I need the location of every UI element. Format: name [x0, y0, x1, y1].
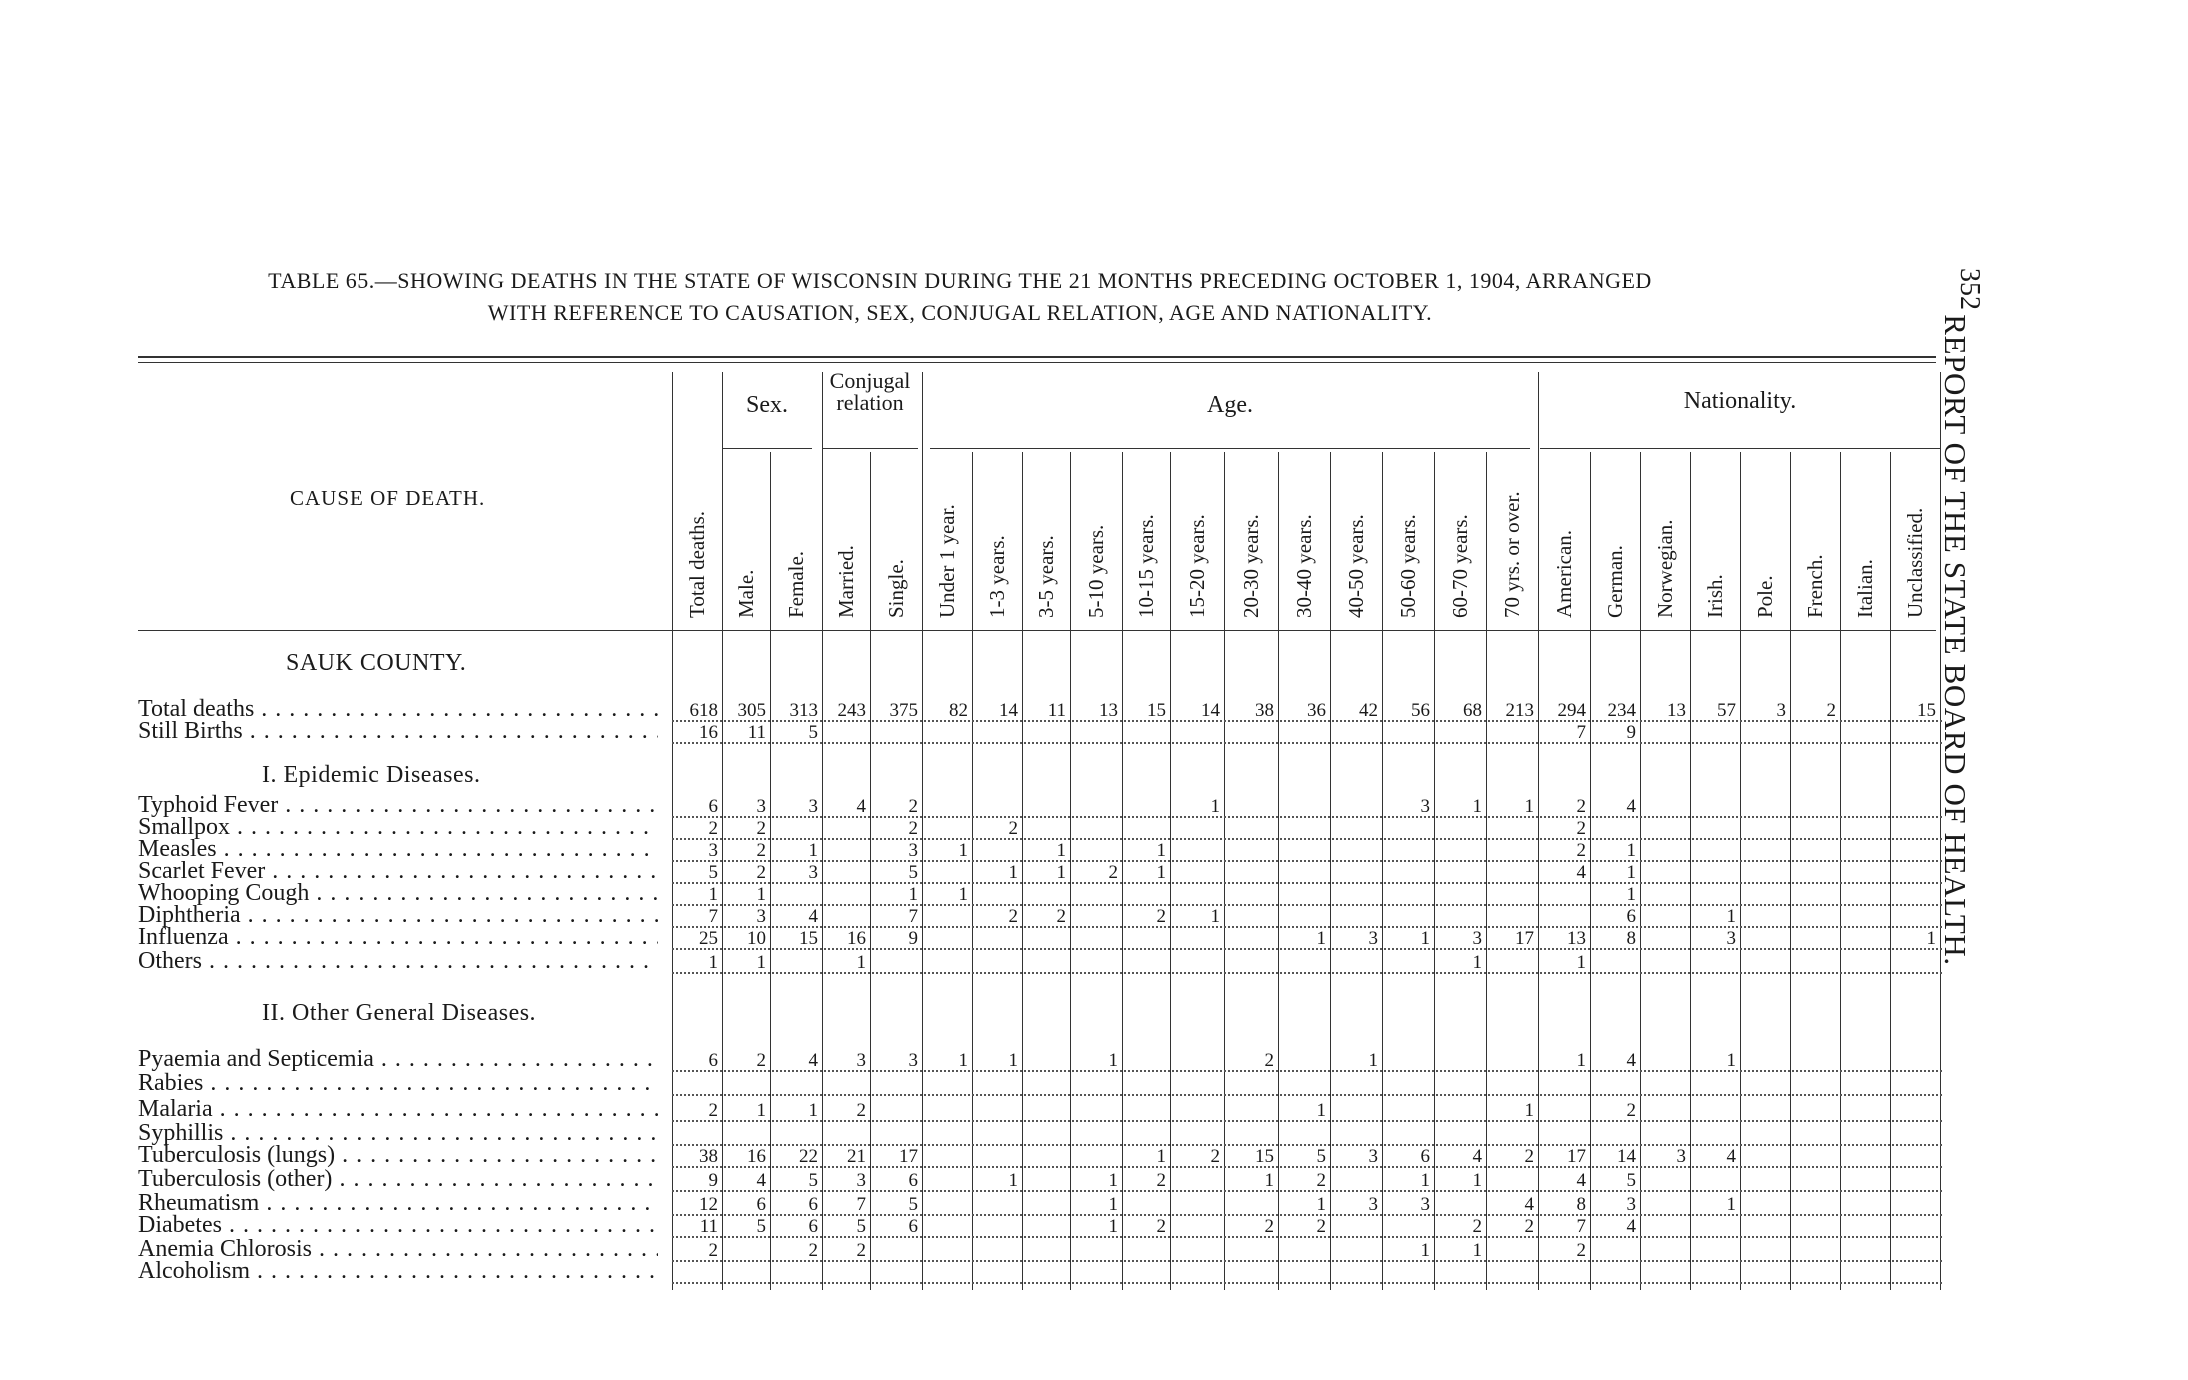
section-heading-other-general: II. Other General Diseases.	[262, 1000, 537, 1026]
table-cell: 3	[856, 1050, 866, 1071]
row-label: Scarlet Fever . . .	[138, 858, 658, 885]
table-cell: 3	[708, 840, 718, 861]
column-header: Unclassified.	[1903, 507, 1927, 618]
table-cell: 3	[1420, 1194, 1430, 1215]
row-label: Rabies . . .	[138, 1070, 658, 1097]
table-cell: 2	[756, 818, 766, 839]
column-header: Under 1 year.	[935, 504, 959, 618]
table-cell: 1	[1264, 1170, 1274, 1191]
table-cell: 4	[1626, 1216, 1636, 1237]
table-cell: 1	[958, 884, 968, 905]
column-rule	[1740, 452, 1741, 1290]
column-header: 20-30 years.	[1239, 514, 1263, 618]
table-cell: 4	[808, 906, 818, 927]
table-cell: 3	[908, 1050, 918, 1071]
group-rule	[722, 372, 723, 452]
table-cell: 2	[1576, 840, 1586, 861]
nationality-group-header: Nationality.	[1683, 388, 1797, 414]
group-rule	[922, 372, 923, 452]
group-rule	[822, 372, 823, 452]
table-cell: 9	[1626, 722, 1636, 743]
table-cell: 1	[1472, 796, 1482, 817]
table-cell: 2	[708, 1100, 718, 1121]
table-cell: 3	[1368, 1194, 1378, 1215]
row-label: Malaria . . .	[138, 1096, 658, 1123]
table-cell: 2	[1056, 906, 1066, 927]
table-cell: 1	[1420, 1170, 1430, 1191]
table-cell: 1	[756, 1100, 766, 1121]
table-cell: 12	[699, 1194, 718, 1215]
table-title-line-2: WITH REFERENCE TO CAUSATION, SEX, CONJUGAL RELATION, AGE AND NATIONALITY.	[487, 300, 1433, 325]
age-group-rule	[930, 448, 1530, 449]
table-cell: 7	[1576, 1216, 1586, 1237]
table-cell: 6	[756, 1194, 766, 1215]
table-cell: 1	[1156, 1146, 1166, 1167]
row-label: Diabetes . . .	[138, 1212, 658, 1239]
table-cell: 15	[1917, 700, 1936, 721]
table-cell: 1	[958, 840, 968, 861]
table-cell: 313	[789, 700, 818, 721]
column-header: 30-40 years.	[1292, 514, 1316, 618]
table-cell: 3	[1626, 1194, 1636, 1215]
section-heading-epidemic: I. Epidemic Diseases.	[262, 762, 481, 788]
table-cell: 15	[799, 928, 818, 949]
column-rule	[922, 452, 923, 1290]
table-cell: 4	[1576, 862, 1586, 883]
row-label: Rheumatism . . .	[138, 1190, 658, 1217]
column-header: 15-20 years.	[1185, 514, 1209, 618]
table-cell: 1	[1316, 1100, 1326, 1121]
table-cell: 22	[799, 1146, 818, 1167]
row-leader	[672, 882, 1942, 884]
table-cell: 17	[1567, 1146, 1586, 1167]
table-cell: 7	[1576, 722, 1586, 743]
table-cell: 4	[1626, 1050, 1636, 1071]
column-header: 3-5 years.	[1034, 535, 1058, 618]
county-heading: SAUK COUNTY.	[286, 650, 467, 676]
table-cell: 1	[1626, 862, 1636, 883]
table-cell: 38	[1255, 700, 1274, 721]
table-cell: 2	[1826, 700, 1836, 721]
column-header: Female.	[784, 550, 808, 618]
column-header: 70 yrs. or over.	[1500, 491, 1524, 618]
column-header: Married.	[834, 545, 858, 618]
table-cell: 5	[756, 1216, 766, 1237]
column-rule	[1890, 452, 1891, 1290]
row-label: Whooping Cough . . .	[138, 880, 658, 907]
table-cell: 21	[847, 1146, 866, 1167]
table-title-line-1: TABLE 65.—SHOWING DEATHS IN THE STATE OF WISCONSIN DURING THE 21 MONTHS PRECEDING OCTOBER 1, 1904, ARRANGED	[268, 268, 1652, 293]
table-cell: 82	[949, 700, 968, 721]
row-label: Smallpox . . .	[138, 814, 658, 841]
table-cell: 1	[908, 884, 918, 905]
table-cell: 1	[756, 884, 766, 905]
column-header: Italian.	[1853, 559, 1877, 618]
table-cell: 3	[1420, 796, 1430, 817]
table-cell: 1	[1156, 862, 1166, 883]
table-cell: 1	[708, 884, 718, 905]
table-cell: 3	[756, 906, 766, 927]
table-cell: 2	[1156, 906, 1166, 927]
column-header: 60-70 years.	[1448, 514, 1472, 618]
column-header: Pole.	[1753, 575, 1777, 618]
table-cell: 14	[1617, 1146, 1636, 1167]
table-cell: 11	[1047, 700, 1066, 721]
table-cell: 5	[808, 1170, 818, 1191]
table-cell: 1	[1056, 840, 1066, 861]
table-cell: 15	[1147, 700, 1166, 721]
column-header: 5-10 years.	[1084, 524, 1108, 618]
table-cell: 5	[1626, 1170, 1636, 1191]
table-cell: 2	[1316, 1216, 1326, 1237]
table-cell: 2	[856, 1100, 866, 1121]
table-cell: 2	[1156, 1216, 1166, 1237]
table-cell: 3	[808, 796, 818, 817]
table-cell: 2	[1264, 1216, 1274, 1237]
table-cell: 68	[1463, 700, 1482, 721]
table-cell: 2	[1576, 1240, 1586, 1261]
table-cell: 2	[1210, 1146, 1220, 1167]
table-cell: 9	[908, 928, 918, 949]
table-cell: 1	[1008, 862, 1018, 883]
table-cell: 7	[708, 906, 718, 927]
table-cell: 1	[708, 952, 718, 973]
column-header: American.	[1552, 529, 1576, 618]
column-header: French.	[1803, 554, 1827, 618]
table-cell: 4	[808, 1050, 818, 1071]
table-cell: 1	[958, 1050, 968, 1071]
table-cell: 305	[737, 700, 766, 721]
table-cell: 1	[1008, 1050, 1018, 1071]
table-cell: 375	[889, 700, 918, 721]
table-cell: 1	[1108, 1194, 1118, 1215]
row-label: Alcoholism . . .	[138, 1258, 658, 1285]
table-cell: 1	[1420, 928, 1430, 949]
top-rule	[138, 356, 1936, 358]
table-cell: 13	[1567, 928, 1586, 949]
table-cell: 4	[1626, 796, 1636, 817]
table-cell: 2	[1008, 818, 1018, 839]
table-cell: 2	[908, 818, 918, 839]
column-header: Irish.	[1703, 574, 1727, 618]
table-cell: 56	[1411, 700, 1430, 721]
table-cell: 1	[1576, 952, 1586, 973]
nationality-group-rule	[1540, 448, 1940, 449]
table-cell: 1	[1626, 884, 1636, 905]
column-header: 10-15 years.	[1134, 514, 1158, 618]
table-cell: 2	[1008, 906, 1018, 927]
table-cell: 1	[1524, 796, 1534, 817]
table-cell: 2	[756, 1050, 766, 1071]
table-cell: 234	[1607, 700, 1636, 721]
cause-of-death-header: CAUSE OF DEATH.	[290, 486, 486, 510]
table-cell: 2	[1472, 1216, 1482, 1237]
table-cell: 5	[708, 862, 718, 883]
table-cell: 7	[908, 906, 918, 927]
age-group-header: Age.	[1207, 392, 1253, 418]
table-cell: 3	[1676, 1146, 1686, 1167]
column-header: German.	[1603, 545, 1627, 618]
table-cell: 14	[1201, 700, 1220, 721]
table-cell: 1	[1726, 1050, 1736, 1071]
table-cell: 2	[856, 1240, 866, 1261]
table-cell: 1	[1926, 928, 1936, 949]
conjugal-group-rule	[822, 448, 918, 449]
column-rule	[1840, 452, 1841, 1290]
table-cell: 1	[1368, 1050, 1378, 1071]
table-cell: 1	[1108, 1170, 1118, 1191]
table-cell: 2	[708, 818, 718, 839]
table-cell: 3	[1472, 928, 1482, 949]
table-cell: 618	[689, 700, 718, 721]
group-rule	[1538, 372, 1539, 452]
table-cell: 5	[1316, 1146, 1326, 1167]
row-leader	[672, 904, 1942, 906]
table-cell: 7	[856, 1194, 866, 1215]
table-cell: 6	[708, 796, 718, 817]
table-cell: 9	[708, 1170, 718, 1191]
table-cell: 16	[747, 1146, 766, 1167]
running-head: REPORT OF THE STATE BOARD OF HEALTH.	[1938, 314, 1973, 966]
table-cell: 13	[1099, 700, 1118, 721]
table-cell: 2	[908, 796, 918, 817]
sex-group-header: Sex.	[746, 392, 788, 418]
row-label: Diphtheria . . .	[138, 902, 658, 929]
table-cell: 3	[1726, 928, 1736, 949]
table-cell: 1	[808, 840, 818, 861]
page-number: 352	[1954, 268, 1985, 310]
table-cell: 1	[1726, 1194, 1736, 1215]
table-cell: 17	[1515, 928, 1534, 949]
table-cell: 36	[1307, 700, 1326, 721]
table-cell: 2	[1576, 818, 1586, 839]
table-cell: 6	[1626, 906, 1636, 927]
top-rule-thin	[138, 362, 1936, 363]
table-cell: 4	[1726, 1146, 1736, 1167]
table-cell: 294	[1557, 700, 1586, 721]
row-leader	[672, 742, 1942, 744]
table-cell: 14	[999, 700, 1018, 721]
table-cell: 1	[1210, 906, 1220, 927]
table-cell: 1	[1316, 1194, 1326, 1215]
table-cell: 5	[856, 1216, 866, 1237]
table-cell: 5	[808, 722, 818, 743]
table-cell: 42	[1359, 700, 1378, 721]
table-cell: 2	[1108, 862, 1118, 883]
table-cell: 16	[699, 722, 718, 743]
row-label: Total deaths . . .	[138, 696, 658, 723]
table-cell: 4	[1472, 1146, 1482, 1167]
table-cell: 25	[699, 928, 718, 949]
column-header: 40-50 years.	[1344, 514, 1368, 618]
row-label: Tuberculosis (other) . . .	[138, 1166, 658, 1193]
table-cell: 1	[1210, 796, 1220, 817]
table-cell: 1	[1576, 1050, 1586, 1071]
table-cell: 57	[1717, 700, 1736, 721]
table-cell: 3	[808, 862, 818, 883]
table-cell: 2	[1576, 796, 1586, 817]
table-cell: 1	[1108, 1050, 1118, 1071]
table-cell: 2	[708, 1240, 718, 1261]
column-header: Total deaths.	[685, 511, 709, 618]
table-cell: 1	[1726, 906, 1736, 927]
row-label: Pyaemia and Septicemia . . .	[138, 1046, 658, 1073]
table-cell: 3	[856, 1170, 866, 1191]
row-leader	[672, 1094, 1942, 1096]
table-cell: 15	[1255, 1146, 1274, 1167]
table-cell: 2	[1524, 1146, 1534, 1167]
column-header: Male.	[734, 569, 758, 618]
table-cell: 2	[1156, 1170, 1166, 1191]
table-cell: 243	[837, 700, 866, 721]
table-cell: 8	[1626, 928, 1636, 949]
row-leader	[672, 1282, 1942, 1284]
header-bottom-rule	[138, 630, 1936, 631]
table-cell: 1	[1316, 928, 1326, 949]
table-cell: 213	[1505, 700, 1534, 721]
table-cell: 6	[908, 1170, 918, 1191]
table-cell: 1	[856, 952, 866, 973]
row-label: Syphillis . . .	[138, 1120, 658, 1147]
row-label: Still Births . . .	[138, 718, 658, 745]
table-cell: 1	[756, 952, 766, 973]
conjugal-group-header: Conjugal relation	[829, 368, 911, 415]
row-label: Measles . . .	[138, 836, 658, 863]
row-leader	[672, 860, 1942, 862]
table-cell: 1	[808, 1100, 818, 1121]
table-cell: 4	[1524, 1194, 1534, 1215]
table-cell: 2	[1264, 1050, 1274, 1071]
table-cell: 3	[1776, 700, 1786, 721]
table-cell: 5	[908, 1194, 918, 1215]
column-rule	[1790, 452, 1791, 1290]
table-cell: 11	[747, 722, 766, 743]
table-cell: 2	[756, 862, 766, 883]
table-cell: 1	[1056, 862, 1066, 883]
table-cell: 3	[1368, 1146, 1378, 1167]
row-label: Typhoid Fever . . .	[138, 792, 658, 819]
table-cell: 3	[756, 796, 766, 817]
table-cell: 6	[708, 1050, 718, 1071]
table-cell: 10	[747, 928, 766, 949]
table-cell: 6	[808, 1216, 818, 1237]
table-cell: 4	[1576, 1170, 1586, 1191]
column-header: Single.	[884, 559, 908, 618]
row-label: Tuberculosis (lungs) . . .	[138, 1142, 658, 1169]
row-leader	[672, 838, 1942, 840]
table-cell: 4	[856, 796, 866, 817]
table-cell: 2	[1524, 1216, 1534, 1237]
table-cell: 13	[1667, 700, 1686, 721]
column-header: 50-60 years.	[1396, 514, 1420, 618]
table-cell: 16	[847, 928, 866, 949]
table-cell: 8	[1576, 1194, 1586, 1215]
table-cell: 1	[1420, 1240, 1430, 1261]
table-cell: 11	[699, 1216, 718, 1237]
table-cell: 5	[908, 862, 918, 883]
table-cell: 1	[1524, 1100, 1534, 1121]
table-cell: 2	[756, 840, 766, 861]
table-cell: 6	[908, 1216, 918, 1237]
table-cell: 6	[1420, 1146, 1430, 1167]
row-label: Influenza . . .	[138, 924, 658, 951]
table-cell: 1	[1472, 1240, 1482, 1261]
row-label: Others . . .	[138, 948, 658, 975]
table-cell: 1	[1472, 1170, 1482, 1191]
table-cell: 1	[1472, 952, 1482, 973]
table-cell: 2	[808, 1240, 818, 1261]
column-rule	[1940, 372, 1941, 1290]
table-cell: 1	[1008, 1170, 1018, 1191]
sex-group-rule	[722, 448, 812, 449]
table-cell: 4	[756, 1170, 766, 1191]
table-cell: 1	[1626, 840, 1636, 861]
table-cell: 2	[1626, 1100, 1636, 1121]
table-cell: 6	[808, 1194, 818, 1215]
table-cell: 17	[899, 1146, 918, 1167]
table-cell: 1	[1108, 1216, 1118, 1237]
row-label: Anemia Chlorosis . . .	[138, 1236, 658, 1263]
table-cell: 2	[1316, 1170, 1326, 1191]
table-cell: 1	[1156, 840, 1166, 861]
table-cell: 38	[699, 1146, 718, 1167]
column-header: 1-3 years.	[985, 535, 1009, 618]
table-cell: 3	[908, 840, 918, 861]
column-header: Norwegian.	[1653, 519, 1677, 618]
table-cell: 3	[1368, 928, 1378, 949]
